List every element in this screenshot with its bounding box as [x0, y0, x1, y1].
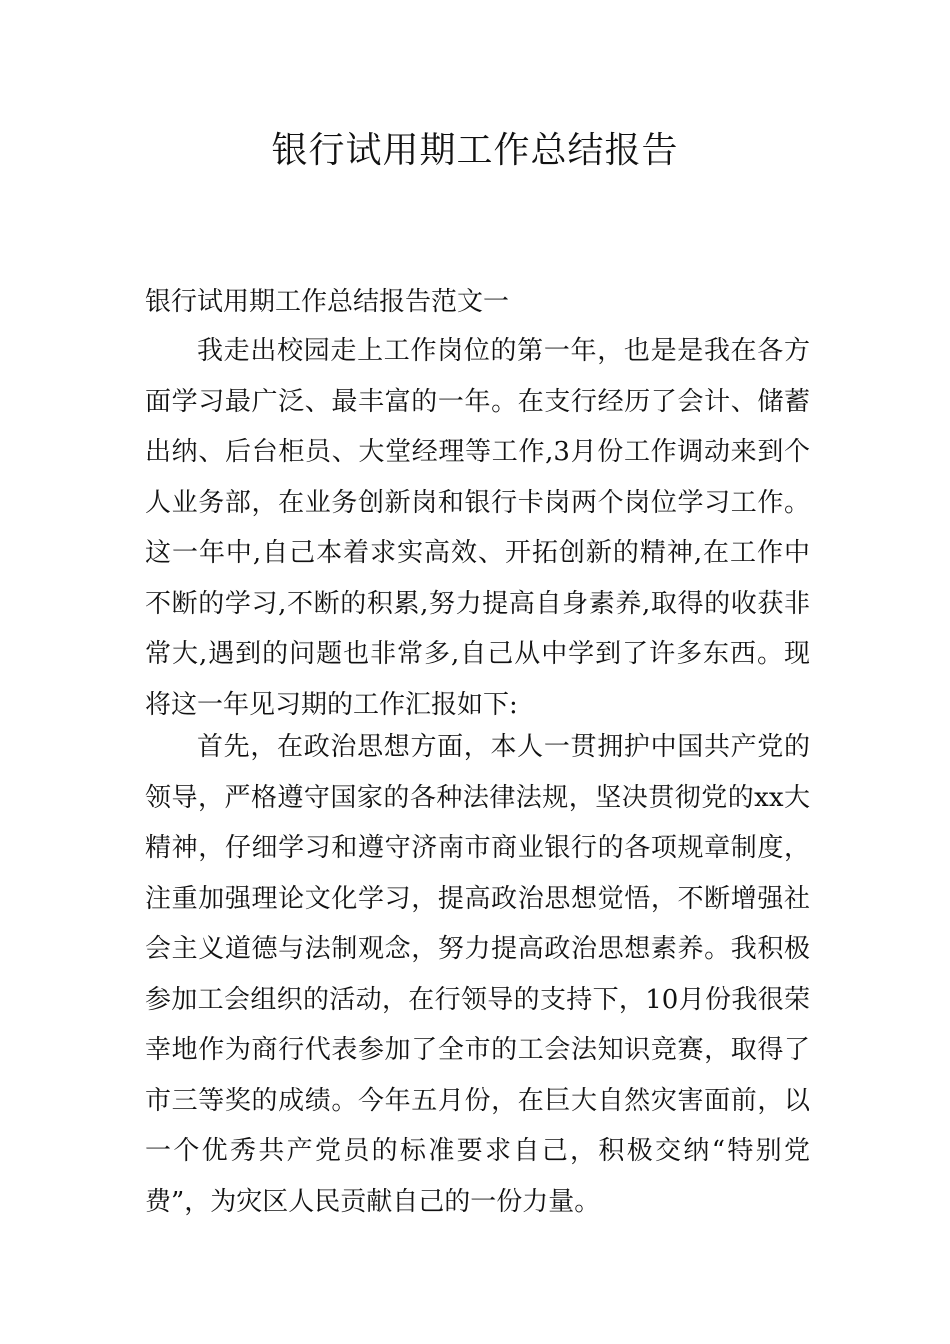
paragraph-line: 出纳、后台柜员、大堂经理等工作,3月份工作调动来到个: [145, 437, 810, 467]
paragraph-line: 幸地作为商行代表参加了全市的工会法知识竞赛，取得了: [145, 1035, 810, 1065]
paragraph-line: 一个优秀共产党员的标准要求自己，积极交纳“特别党: [145, 1136, 810, 1166]
paragraph-line: 常大,遇到的问题也非常多,自己从中学到了许多东西。现: [145, 639, 810, 669]
document-title: 银行试用期工作总结报告: [271, 130, 679, 171]
paragraph-line: 我走出校园走上工作岗位的第一年，也是是我在各方: [197, 336, 810, 366]
paragraph-line: 将这一年见习期的工作汇报如下:: [145, 689, 518, 720]
paragraph-line: 市三等奖的成绩。今年五月份，在巨大自然灾害面前，以: [145, 1085, 810, 1116]
paragraph-line: 领导，严格遵守国家的各种法律法规，坚决贯彻党的xx大: [145, 782, 810, 813]
paragraph-line: 精神，仔细学习和遵守济南市商业银行的各项规章制度，: [145, 833, 810, 863]
paragraph-line: 面学习最广泛、最丰富的一年。在支行经历了会计、储蓄: [145, 386, 810, 417]
paragraph-line: 这一年中,自己本着求实高效、开拓创新的精神,在工作中: [145, 538, 810, 568]
paragraph-line: 人业务部，在业务创新岗和银行卡岗两个岗位学习工作。: [145, 487, 810, 518]
paragraph-line: 参加工会组织的活动，在行领导的支持下，10月份我很荣: [145, 984, 810, 1015]
paragraph-line: 会主义道德与法制观念，努力提高政治思想素养。我积极: [145, 934, 810, 964]
paragraph-line: 注重加强理论文化学习，提高政治思想觉悟，不断增强社: [145, 883, 810, 914]
paragraph-line: 首先，在政治思想方面，本人一贯拥护中国共产党的: [197, 732, 810, 762]
paragraph-1: [145, 326, 810, 730]
paragraph-line: 费”，为灾区人民贡献自己的一份力量。: [145, 1186, 601, 1217]
paragraph-line: 不断的学习,不断的积累,努力提高自身素养,取得的收获非: [145, 588, 810, 619]
document-subtitle: 银行试用期工作总结报告范文一: [145, 287, 510, 317]
paragraph-2: [145, 722, 810, 1227]
